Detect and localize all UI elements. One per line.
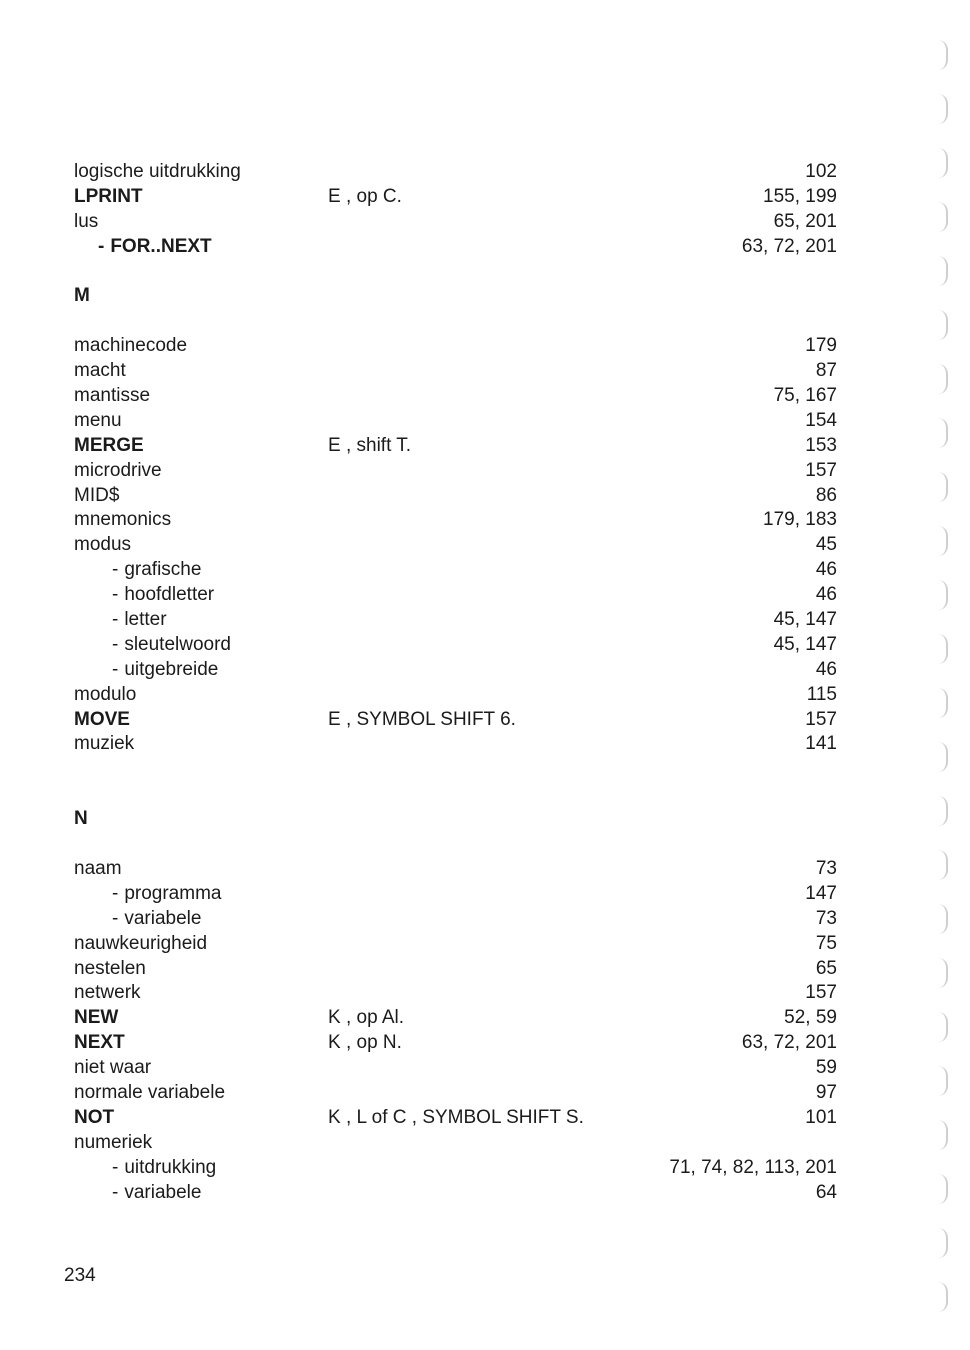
entry-term [112,608,167,633]
sub-entry-dash: - [112,559,119,581]
entry-keystroke: K , op Al. [328,1007,405,1029]
entry-pages: 73 [815,907,837,929]
entry-term [74,732,134,757]
entry-keystroke: E , SYMBOL SHIFT 6. [328,708,516,730]
index-entry [0,608,970,633]
entry-term-text: M [74,285,90,307]
binding-ring [936,688,948,718]
entry-term-text: uitdrukking [124,1156,217,1178]
index-entry [0,235,970,260]
index-entry [0,459,970,484]
entry-pages: 75 [815,932,837,954]
binding-ring [936,256,948,286]
entry-term [74,857,122,882]
binding-ring [936,472,948,502]
index-entry [0,857,970,882]
index-entry [0,583,970,608]
entry-keystroke: E , shift T. [328,434,412,456]
entry-pages: 179 [805,335,837,357]
binding-ring [936,850,948,880]
entry-term-text: NEW [74,1007,119,1029]
binding-ring [936,418,948,448]
entry-keystroke: K , op N. [328,1032,402,1054]
index-entry [0,633,970,658]
entry-pages: 46 [815,559,837,581]
entry-term-text: nestelen [74,957,146,979]
sub-entry-dash: - [112,658,119,680]
entry-term [74,160,241,185]
entry-term-text: menu [74,409,122,431]
index-entry [0,882,970,907]
entry-term-text: numeriek [74,1131,153,1153]
binding-ring [936,742,948,772]
entry-pages: 63, 72, 201 [741,235,837,257]
entry-term [74,981,141,1006]
entry-pages: 97 [815,1081,837,1103]
index-entry [0,683,970,708]
entry-pages: 45, 147 [773,609,837,631]
index-entry [0,981,970,1006]
entry-term-text: uitgebreide [124,658,219,680]
entry-term-text: normale variabele [74,1081,226,1103]
index-entry [0,334,970,359]
entry-term-text: microdrive [74,459,162,481]
binding-ring [936,580,948,610]
binding-ring [936,148,948,178]
binding-ring [936,904,948,934]
entry-term-text: MID$ [74,484,120,506]
entry-term-text: programma [124,882,222,904]
entry-pages: 157 [805,982,837,1004]
entry-term [98,235,212,260]
binding-ring [936,634,948,664]
entry-term-text: NEXT [74,1032,125,1054]
index-entry [0,210,970,235]
blank-row [0,782,970,807]
index-entry [0,384,970,409]
entry-term-text: modus [74,534,132,556]
entry-term [112,633,231,658]
entry-term-text: N [74,808,88,830]
entry-term [74,484,119,509]
binding-ring [936,526,948,556]
binding-ring [936,1066,948,1096]
sub-entry-dash: - [112,609,119,631]
binding-ring [936,1120,948,1150]
sub-entry-dash: - [112,584,119,606]
entry-term-text: macht [74,360,126,382]
entry-term [74,434,144,459]
index-entry [0,185,970,210]
index-entry [0,1006,970,1031]
entry-pages: 157 [805,459,837,481]
index-entry [0,508,970,533]
sub-entry-dash: - [112,882,119,904]
blank-row [0,757,970,782]
index-entry [0,1081,970,1106]
index-entry [0,359,970,384]
entry-term-text: muziek [74,733,135,755]
entry-pages: 73 [815,857,837,879]
entry-term [74,508,171,533]
entry-term-text: nauwkeurigheid [74,932,208,954]
entry-pages: 45 [815,534,837,556]
sub-entry-dash: - [112,1181,119,1203]
entry-term-text: niet waar [74,1057,152,1079]
entry-term-text: LPRINT [74,185,143,207]
entry-term-text: naam [74,857,122,879]
entry-pages: 155, 199 [763,185,837,207]
binding-ring [936,1228,948,1258]
index-entry [0,533,970,558]
index-entry [0,907,970,932]
entry-term [74,210,98,235]
entry-pages: 141 [805,733,837,755]
entry-pages: 52, 59 [784,1007,837,1029]
entry-pages: 154 [805,409,837,431]
entry-term-text: variabele [124,907,202,929]
entry-term [74,708,130,733]
entry-term [74,1056,151,1081]
entry-term [74,533,131,558]
index-entry [0,1181,970,1206]
entry-pages: 64 [815,1181,837,1203]
entry-term [74,409,122,434]
index-entry [0,708,970,733]
entry-term [74,1106,114,1131]
entry-term-text: FOR..NEXT [110,235,212,257]
entry-term-text: netwerk [74,982,141,1004]
entry-term-text: grafische [124,559,202,581]
entry-pages: 65, 201 [773,210,837,232]
entry-pages: 45, 147 [773,633,837,655]
entry-term [74,807,88,832]
entry-term-text: mnemonics [74,509,172,531]
entry-pages: 46 [815,584,837,606]
entry-term-text: NOT [74,1106,115,1128]
entry-pages: 115 [806,683,837,705]
entry-keystroke: K , L of C , SYMBOL SHIFT S. [328,1106,584,1128]
index-entry [0,160,970,185]
entry-term [74,1131,152,1156]
sub-entry-dash: - [112,633,119,655]
entry-term [112,658,218,683]
binding-ring [936,958,948,988]
blank-row [0,260,970,285]
entry-term-text: letter [124,609,167,631]
entry-term [74,384,150,409]
entry-keystroke: E , op C. [328,185,402,207]
entry-term [112,1156,216,1181]
index-entry [0,434,970,459]
index-entry [0,1156,970,1181]
entry-term-text: machinecode [74,335,188,357]
index-entry [0,484,970,509]
entry-term-text: logische uitdrukking [74,161,241,182]
section-heading [0,284,970,309]
entry-term-text: hoofdletter [124,584,215,606]
entry-term [112,1181,201,1206]
entry-term-text: MERGE [74,434,144,456]
entry-pages: 46 [815,658,837,680]
blank-row [0,309,970,334]
entry-pages: 101 [805,1106,837,1128]
entry-term [112,558,201,583]
index-entry [0,409,970,434]
entry-pages: 63, 72, 201 [741,1032,837,1054]
binding-ring [936,40,948,70]
entry-pages: 86 [815,484,837,506]
binding-ring [936,1282,948,1312]
index-entry [0,932,970,957]
entry-term [74,359,126,384]
entry-term [74,459,162,484]
binding-ring [936,94,948,124]
entry-term [74,1081,225,1106]
entry-term-text: sleutelwoord [124,633,231,655]
index-entry [0,1031,970,1056]
entry-term-text: mantisse [74,385,151,407]
entry-term [74,284,90,309]
entry-term [74,932,207,957]
entry-term [112,882,221,907]
entry-term [74,1006,118,1031]
entry-pages: 71, 74, 82, 113, 201 [669,1156,837,1178]
ring-binding [920,40,948,1340]
entry-pages: 75, 167 [773,385,837,407]
index-entry [0,558,970,583]
entry-pages: 157 [805,708,837,730]
index-entry [0,732,970,757]
entry-term-text: lus [74,210,99,232]
index-entry [0,1106,970,1131]
sub-entry-dash: - [98,235,105,257]
entry-term [74,334,187,359]
index-entry [0,1131,970,1156]
index-entry [0,957,970,982]
entry-pages: 179, 183 [763,509,837,531]
entry-term [112,583,214,608]
binding-ring [936,796,948,826]
entry-pages: 153 [805,434,837,456]
entry-pages: 65 [815,957,837,979]
entry-term-text: variabele [124,1181,202,1203]
entry-term-text: MOVE [74,708,130,730]
sub-entry-dash: - [112,907,119,929]
entry-pages: 87 [815,360,837,382]
binding-ring [936,202,948,232]
sub-entry-dash: - [112,1156,119,1178]
entry-pages: 102 [805,161,837,182]
entry-term [74,683,136,708]
entry-pages: 147 [805,882,837,904]
binding-ring [936,1174,948,1204]
entry-term [112,907,201,932]
binding-ring [936,1012,948,1042]
index-list [0,160,970,1205]
section-heading [0,807,970,832]
entry-term-text: modulo [74,683,137,705]
index-entry [0,1056,970,1081]
index-entry [0,658,970,683]
page-number: 234 [64,1265,96,1286]
binding-ring [936,364,948,394]
entry-pages: 59 [815,1057,837,1079]
binding-ring [936,310,948,340]
entry-term [74,957,146,982]
entry-term [74,185,143,210]
blank-row [0,832,970,857]
entry-term [74,1031,125,1056]
